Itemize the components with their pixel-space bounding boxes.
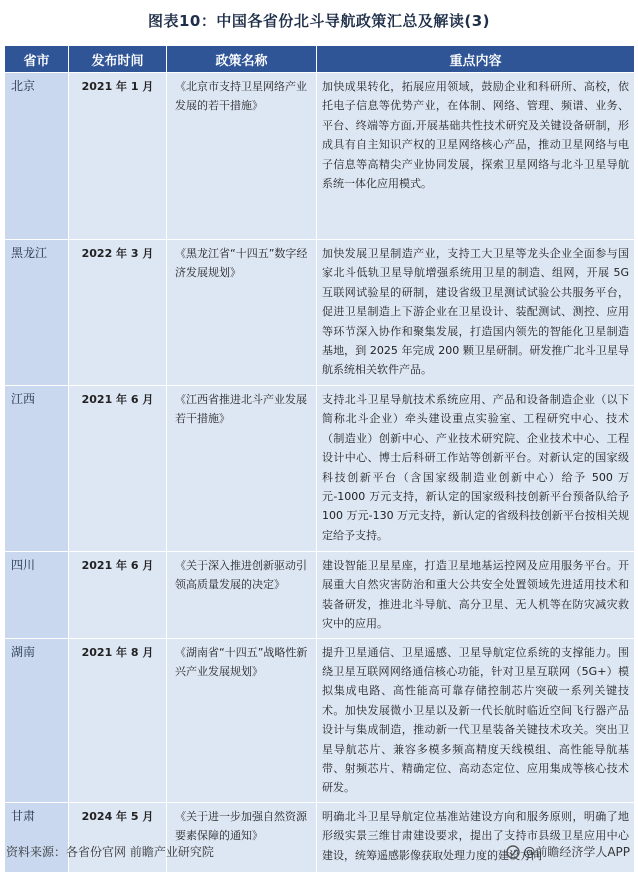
- policy-name-cell: 《北京市支持卫星网络产业发展的若干措施》: [167, 73, 317, 240]
- header-policy-name: 政策名称: [167, 46, 317, 73]
- brand-logo-icon: [506, 845, 520, 859]
- policy-name-cell: 《湖南省“十四五”战略性新兴产业发展规划》: [167, 638, 317, 802]
- date-cell: 2022 年 3 月: [69, 240, 167, 386]
- footer: [0, 841, 638, 865]
- table-row: [5, 552, 635, 639]
- header-province: 省市: [5, 46, 69, 73]
- policy-name-cell: 《黑龙江省“十四五”数字经济发展规划》: [167, 240, 317, 386]
- header-key-content: 重点内容: [317, 46, 635, 73]
- table-row: [5, 386, 635, 552]
- date-cell: 2024 年 5 月: [69, 802, 167, 872]
- source-note: 资料来源：各省份官网 前瞻产业研究院: [6, 845, 214, 859]
- content-cell: 明确北斗卫星导航定位基准站建设方向和服务原则，明确了地形级实景三维甘肃建设要求，提出了支持市县级卫星应用中心建设，统筹遥感影像获取处理力度的建设方向: [317, 802, 635, 872]
- content-cell: 加快成果转化，拓展应用领域，鼓励企业和科研所、高校，依托电子信息等优势产业，在体制、网络、管理、频谱、业务、平台、终端等方面,开展基础共性技术研究及关键设备研制，形成具有自主知识产权的卫星网络核心产品，推动卫星网络与电子信息等高精尖产业协同发展，探索卫星网络与北斗卫星导航系统一体化应用模式。: [317, 73, 635, 240]
- table-row: [5, 73, 635, 240]
- content-cell: 建设智能卫星星座，打造卫星地基运控网及应用服务平台。开展重大自然灾害防治和重大公共安全处置领域先进适用技术和装备研发，推进北斗导航、高分卫星、无人机等在防灾减灾救灾中的应用。: [317, 552, 635, 639]
- policy-name-cell: 《关于深入推进创新驱动引领高质量发展的决定》: [167, 552, 317, 639]
- brand-credit: [506, 843, 630, 860]
- content-cell: 支持北斗卫星导航技术系统应用、产品和设备制造企业（以下简称北斗企业）牵头建设重点实验室、工程研究中心、技术（制造业）创新中心、产业技术研究院、企业技术中心、工程设计中心、博士后科研工作站等创新平台。对新认定的国家级科技创新平台（含国家级制造业创新中心）给予 500 万元-1000 万元支持，新认定的国家级科技创新平台预备队给予 100 万元-130 万元支持，新认定的省级科技创新平台按相关规定给予支持。: [317, 386, 635, 552]
- content-cell: 加快发展卫星制造产业，支持工大卫星等龙头企业全面参与国家北斗低轨卫星导航增强系统用卫星的制造、组网，开展 5G 互联网试验星的研制，建设省级卫星测试试验公共服务平台，促进卫星制造上下游企业在卫星设计、装配测试、测控、应用等环节深入协作和聚集发展，打造国内领先的智能化卫星制造基地，到 2025 年完成 200 颗卫星研制。研发推广北斗卫星导航系统相关软件产品。: [317, 240, 635, 386]
- table-header-row: [5, 46, 635, 73]
- policy-name-cell: 《江西省推进北斗产业发展若干措施》: [167, 386, 317, 552]
- province-cell: 湖南: [5, 638, 69, 802]
- date-cell: 2021 年 1 月: [69, 73, 167, 240]
- province-cell: 四川: [5, 552, 69, 639]
- header-date: 发布时间: [69, 46, 167, 73]
- province-cell: 江西: [5, 386, 69, 552]
- policy-name-cell: 《关于进一步加强自然资源要素保障的通知》: [167, 802, 317, 872]
- policy-table: [4, 45, 635, 873]
- province-cell: 黑龙江: [5, 240, 69, 386]
- province-cell: 甘肃: [5, 802, 69, 872]
- content-cell: 提升卫星通信、卫星遥感、卫星导航定位系统的支撑能力。围绕卫星互联网网络通信核心功能，针对卫星互联网（5G+）模拟集成电路、高性能高可靠存储控制芯片突破一系列关键技术。加快发展微小卫星以及新一代长航时临近空间飞行器产品设计与集成制造，推动新一代卫星装备关键技术攻关。突出卫星导航芯片、兼容多模多频高精度天线模组、高性能导航基带、射频芯片、精确定位、高动态定位、应用集成等核心技术研发。: [317, 638, 635, 802]
- brand-text: @前瞻经济学人APP: [523, 845, 630, 859]
- chart-title: 图表10：中国各省份北斗导航政策汇总及解读(3): [147, 12, 491, 30]
- table-row: [5, 638, 635, 802]
- date-cell: 2021 年 6 月: [69, 386, 167, 552]
- date-cell: 2021 年 6 月: [69, 552, 167, 639]
- province-cell: 北京: [5, 73, 69, 240]
- date-cell: 2021 年 8 月: [69, 638, 167, 802]
- table-row: [5, 240, 635, 386]
